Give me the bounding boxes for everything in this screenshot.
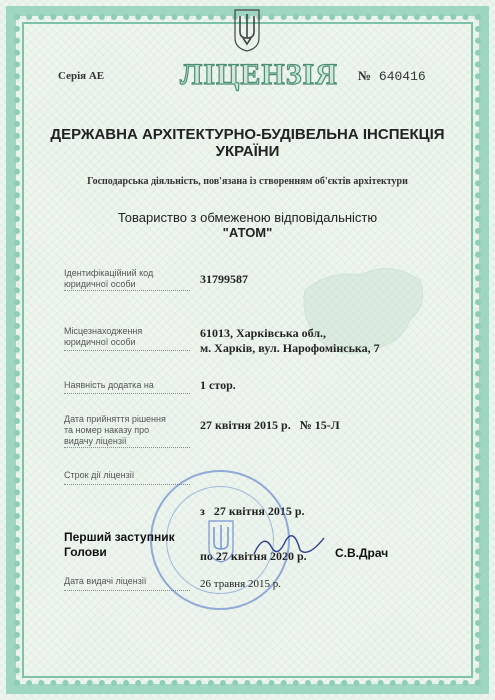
divider	[64, 350, 190, 351]
term-to: по 27 квітня 2020 р.	[200, 549, 307, 563]
signatory-name: С.В.Драч	[335, 546, 389, 560]
location-label-line2: юридичної особи	[64, 337, 136, 347]
id-code-label	[64, 268, 153, 290]
number-value: 640416	[378, 69, 426, 84]
issuing-authority	[50, 126, 445, 160]
term-label: Строк дії ліцензії	[64, 470, 135, 480]
document-title: ЛІЦЕНЗІЯ	[180, 58, 338, 91]
attachment-label: Наявність додатка на	[64, 380, 154, 390]
location-value-line1: 61013, Харківська обл.,	[200, 326, 327, 340]
attachment-value: 1 стор.	[200, 378, 236, 392]
decision-label-line3: видачу ліцензії	[64, 436, 127, 446]
location-value-line2: м. Харків, вул. Нарофомінська, 7	[200, 341, 380, 355]
decision-label	[64, 414, 166, 447]
company-name	[60, 210, 435, 240]
location-label	[64, 326, 142, 348]
location-value	[200, 326, 380, 356]
company-line2: "АТОМ"	[222, 225, 273, 240]
number-sign: №	[358, 68, 372, 83]
activity-type: Господарська діяльність, пов'язана із створенням об'єктів архітектури	[87, 176, 408, 187]
decision-value: 27 квітня 2015 р. № 15-Л	[200, 418, 340, 432]
decision-label-line1: Дата прийняття рішення	[64, 414, 166, 424]
location-label-line1: Місцезнаходження	[64, 326, 143, 336]
signatory-role	[64, 530, 175, 560]
issue-date-label: Дата видачі ліцензії	[64, 576, 147, 586]
divider	[64, 484, 190, 485]
company-line1: Товариство з обмеженою відповідальністю	[117, 210, 378, 225]
id-code-value: 31799587	[200, 272, 248, 286]
divider	[64, 290, 190, 291]
id-code-label-line2: юридичної особи	[64, 279, 136, 289]
signatory-role-line1: Перший заступник	[64, 530, 175, 544]
handwritten-signature	[250, 528, 330, 562]
issue-date-value: 26 травня 2015 р.	[200, 578, 281, 590]
license-number	[358, 68, 426, 84]
seal-tryzub-icon	[205, 519, 237, 563]
divider	[64, 447, 190, 448]
decision-label-line2: та номер наказу про	[64, 425, 150, 435]
authority-line1: ДЕРЖАВНА АРХІТЕКТУРНО-БУДІВЕЛЬНА ІНСПЕКЦІЯ	[50, 126, 445, 143]
divider	[64, 393, 190, 394]
signatory-role-line2: Голови	[64, 545, 107, 559]
tryzub-emblem-icon	[232, 8, 262, 52]
authority-line2: УКРАЇНИ	[215, 143, 280, 160]
divider	[64, 590, 190, 591]
term-from: з 27 квітня 2015 р.	[200, 504, 305, 518]
series-label: Серія АЕ	[58, 70, 105, 82]
id-code-label-line1: Ідентифікаційний код	[64, 268, 154, 278]
